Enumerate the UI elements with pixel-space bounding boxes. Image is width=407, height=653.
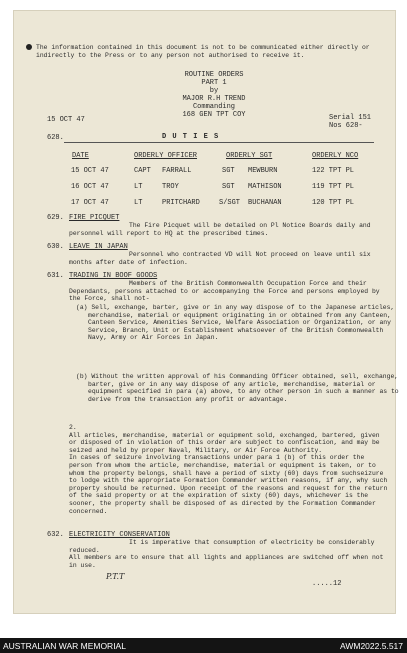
duties-rule (64, 142, 374, 143)
duty-date: 17 OCT 47 (71, 199, 109, 207)
heading-line6: 168 GEN TPT COY (182, 111, 246, 119)
trading-intro: Members of the British Commonwealth Occupation Force and their Dependants, persons attached to or accompanying the Force and persons employed by the Force, shall not- (69, 280, 380, 303)
duty-date: 16 OCT 47 (71, 183, 109, 191)
electricity-text: It is imperative that consumption of electricity be considerably reduced. All members are to ensure that all lights and appliances are switched off when not in use. (69, 539, 384, 569)
footer-accession: AWM2022.5.517 (340, 641, 403, 651)
item-number: 631. (47, 272, 64, 280)
item-number: 629. (47, 214, 64, 222)
heading-line3: by (209, 87, 219, 95)
duty-rank: CAPT (134, 167, 151, 175)
duty-officer: PRITCHARD (162, 199, 200, 207)
item-number: 632. (47, 531, 64, 539)
duty-officer: FARRALL (162, 167, 192, 175)
duty-sgt: MEWBURN (248, 167, 278, 175)
duty-sgt-rank: SGT (222, 183, 235, 191)
col-officer: ORDERLY OFFICER (134, 152, 198, 160)
heading-line4: MAJOR R.H TREND (182, 95, 246, 103)
duty-nco: 122 TPT PL (312, 167, 355, 175)
duty-sgt: MATHISON (248, 183, 282, 191)
duty-sgt: BUCHANAN (248, 199, 282, 207)
fire-picquet-text: The Fire Picquet will be detailed on Pl Notice Boards daily and personnel will report to HQ at the prescribed times. (69, 222, 371, 237)
handwritten-note: P.T.T (106, 572, 125, 581)
trading-para-b: (b) Without the written approval of his Commanding Officer obtained, sell, exchange, barter, give or in any way dispose of any article, merchandise, material or equipment specified in para (a) above, to any other person in such a manner as to derive from the transaction any profit or advantage. (76, 373, 399, 403)
electricity-title: ELECTRICITY CONSERVATION (69, 531, 170, 539)
leave-text: Personnel who contracted VD will Not proceed on leave until six months after date of infection. (69, 251, 371, 266)
leave-title: LEAVE IN JAPAN (69, 243, 128, 251)
duty-nco: 120 TPT PL (312, 199, 355, 207)
col-nco: ORDERLY NCO (312, 152, 359, 160)
duty-rank: LT (134, 183, 143, 191)
archive-footer (0, 638, 407, 653)
heading-line2: PART 1 (201, 79, 227, 87)
duty-nco: 119 TPT PL (312, 183, 355, 191)
duty-date: 15 OCT 47 (71, 167, 109, 175)
fire-picquet-title: FIRE PICQUET (69, 214, 120, 222)
warning-text: The information contained in this document is not to be communicated either directly or indirectly to the Press or to any person not authorised to receive it. (36, 44, 370, 59)
footer-institution: AUSTRALIAN WAR MEMORIAL (3, 641, 126, 651)
duty-officer: TROY (162, 183, 179, 191)
order-numbers: Nos 628- (329, 122, 363, 130)
trading-para-a: (a) Sell, exchange, barter, give or in any way dispose of to the Japanese articles, merchandise, material or equipment originating in or obtained from any Canteen, Canteen Service, Amenities Service, Welfare Association or Organization, or any Service, Branch, Unit or Establishment whatsoever of the British Commonwealth Navy, Army or Air Forces in Japan. (76, 304, 395, 342)
page-continuation: .....12 (312, 580, 342, 588)
heading-line1: ROUTINE ORDERS (184, 71, 244, 79)
punch-hole (26, 44, 32, 50)
serial-number: Serial 151 (329, 114, 372, 122)
col-date: DATE (72, 152, 89, 160)
duty-sgt-rank: S/SGT (219, 199, 241, 207)
item-number: 630. (47, 243, 64, 251)
trading-para-2: 2. All articles, merchandise, material or equipment sold, exchanged, bartered, given or disposed of in violation of this order are subject to confiscation, and may be seized and held by proper Naval, Military, or Air Force Authority. In cases of seizure involving transactions under para 1 (b) of this order the person from whom the article, merchandise, material or equipment is taken, or to whom the property belongs, shall have a period of sixty (60) days from suchseizure to lodge with the appropriate Formation Commander written reasons, if any, why such property should be returned. Upon receipt of the reasons and request for the return of the said property or at the expiration of sixty (60) days, whichever is the sooner, the property shall be disposed of as directed by the Formation Commander concerned. (69, 424, 388, 515)
document-page (13, 10, 399, 614)
order-date: 15 OCT 47 (47, 116, 85, 124)
col-sgt: ORDERLY SGT (226, 152, 273, 160)
duty-sgt-rank: SGT (222, 167, 235, 175)
duties-number: 628. (47, 134, 64, 142)
trading-title: TRADING IN BOOF GOODS (69, 272, 158, 280)
heading-line5: Commanding (192, 103, 235, 111)
duties-title: D U T I E S (162, 133, 220, 141)
duty-rank: LT (134, 199, 143, 207)
